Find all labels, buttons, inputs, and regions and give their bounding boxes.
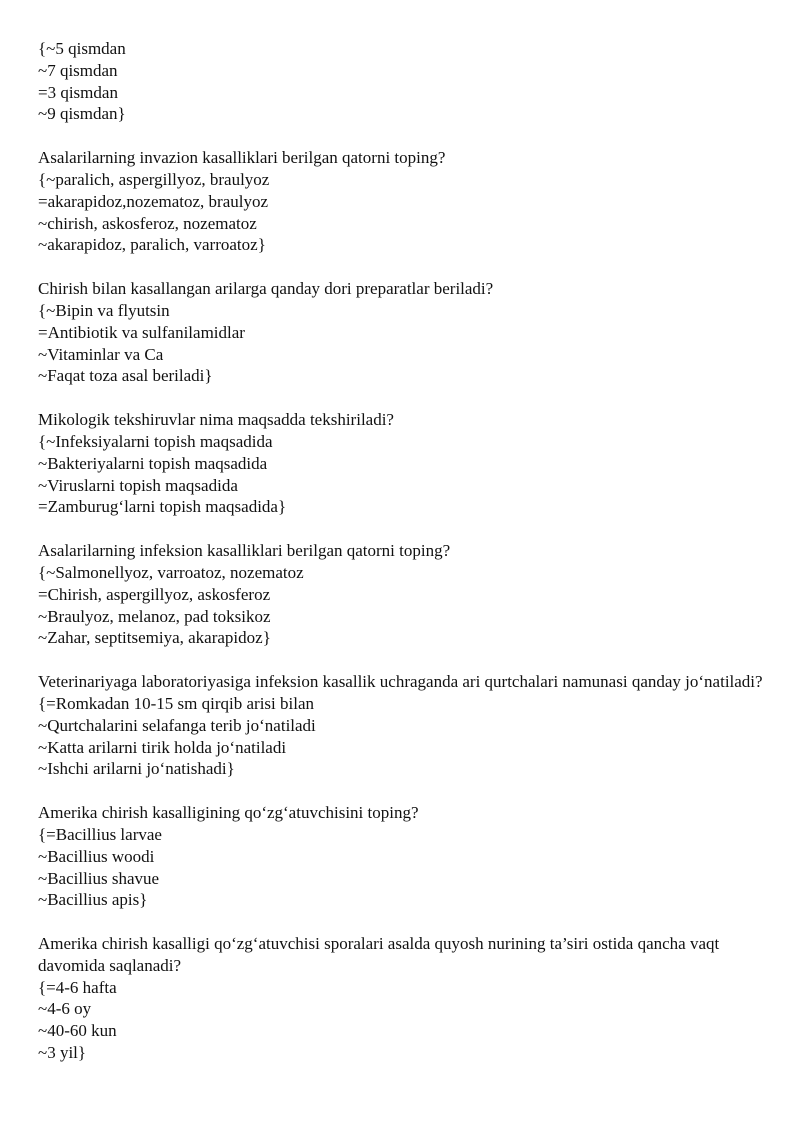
question-text: Asalarilarning invazion kasalliklari berilgan qatorni toping?	[38, 148, 446, 168]
answer-option: {=4-6 hafta	[38, 977, 117, 997]
answer-option: ~40-60 kun	[38, 1021, 117, 1041]
question-block-6	[38, 671, 770, 780]
question-text: Mikologik tekshiruvlar nima maqsadda tekshiriladi?	[38, 410, 394, 430]
question-text: Amerika chirish kasalligining qo‘zg‘atuvchisini toping?	[38, 803, 419, 823]
answer-option: ~Braulyoz, melanoz, pad toksikoz	[38, 606, 271, 626]
answer-option: =Zamburug‘larni topish maqsadida}	[38, 497, 287, 517]
answer-option: {~Salmonellyoz, varroatoz, nozematoz	[38, 562, 304, 582]
answer-option: =akarapidoz,nozematoz, braulyoz	[38, 191, 269, 211]
answer-option: ~chirish, askosferoz, nozematoz	[38, 213, 257, 233]
answer-option: ~Qurtchalarini selafanga terib jo‘natiladi	[38, 715, 316, 735]
question-block-2	[38, 147, 770, 256]
question-block-3	[38, 278, 770, 387]
answer-option: {~paralich, aspergillyoz, braulyoz	[38, 169, 270, 189]
question-block-7	[38, 802, 770, 911]
question-block-1	[38, 38, 770, 125]
answer-option: ~Ishchi arilarni jo‘natishadi}	[38, 759, 235, 779]
answer-option: {~Infeksiyalarni topish maqsadida	[38, 431, 273, 451]
answer-option: ~Faqat toza asal beriladi}	[38, 366, 213, 386]
answer-option: {=Romkadan 10-15 sm qirqib arisi bilan	[38, 693, 315, 713]
answer-option: {=Bacillius larvae	[38, 824, 162, 844]
answer-option: {~Bipin va flyutsin	[38, 300, 170, 320]
answer-option: ~Bacillius woodi	[38, 846, 155, 866]
answer-option: =Chirish, aspergillyoz, askosferoz	[38, 584, 271, 604]
question-block-8	[38, 933, 770, 1064]
answer-option: ~Katta arilarni tirik holda jo‘natiladi	[38, 737, 287, 757]
answer-option: ~9 qismdan}	[38, 104, 126, 124]
answer-option: ~Bacillius shavue	[38, 868, 160, 888]
question-text: Veterinariyaga laboratoriyasiga infeksion kasallik uchraganda ari qurtchalari namunasi qanday jo‘natiladi?	[38, 672, 763, 692]
answer-option: {~5 qismdan	[38, 39, 126, 58]
answer-option: ~Bacillius apis}	[38, 890, 148, 910]
question-block-4	[38, 409, 770, 518]
question-text: Amerika chirish kasalligi qo‘zg‘atuvchisi sporalari asalda quyosh nurining ta’siri ostida qancha vaqt davomida saqlanadi?	[38, 934, 720, 975]
answer-option: ~Zahar, septitsemiya, akarapidoz}	[38, 628, 271, 648]
answer-option: ~akarapidoz, paralich, varroatoz}	[38, 235, 266, 255]
question-text: Asalarilarning infeksion kasalliklari berilgan qatorni toping?	[38, 541, 451, 561]
answer-option: ~Bakteriyalarni topish maqsadida	[38, 453, 268, 473]
question-block-5	[38, 540, 770, 649]
answer-option: =Antibiotik va sulfanilamidlar	[38, 322, 245, 342]
answer-option: ~7 qismdan	[38, 60, 118, 80]
answer-option: ~Viruslarni topish maqsadida	[38, 475, 238, 495]
answer-option: =3 qismdan	[38, 82, 118, 102]
answer-option: ~Vitaminlar va Ca	[38, 344, 164, 364]
answer-option: ~4-6 oy	[38, 999, 92, 1019]
question-text: Chirish bilan kasallangan arilarga qanday dori preparatlar beriladi?	[38, 279, 494, 299]
answer-option: ~3 yil}	[38, 1043, 87, 1063]
